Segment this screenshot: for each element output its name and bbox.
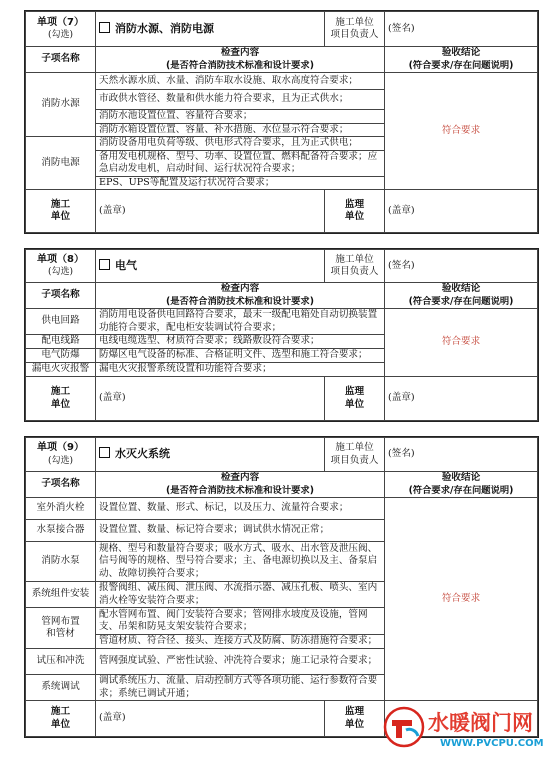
subitem-name: 电气防爆 (26, 349, 96, 363)
seal-construction[interactable]: (盖章) (96, 377, 325, 421)
col-result-title: 验收结论 (441, 472, 481, 483)
col-result-note: (符合要求/存在问题说明) (408, 484, 514, 496)
check-content: 消防水池设置位置、容量符合要求； (96, 110, 385, 124)
supervision-unit: 监理 单位 (325, 701, 385, 737)
check-content: 消防用电设备供电回路符合要求，最末一级配电箱处自动切换装置功能符合要求，配电柜安装调试符合要求； (96, 309, 385, 335)
watermark-brand: 水暖阀门网 (428, 711, 533, 735)
construction-unit: 施工 单位 (26, 701, 96, 737)
form-item-8 (24, 248, 539, 422)
col-content-title: 检查内容 (220, 472, 260, 483)
item-note: (勾选) (47, 455, 74, 466)
construction-unit: 施工 单位 (26, 377, 96, 421)
contractor-label: 施工单位 项目负责人 (325, 250, 385, 283)
system-name: 水灭火系统 (115, 447, 170, 461)
supervision-unit: 监理 单位 (325, 377, 385, 421)
check-content: 备用发电机规格、型号、功率、设置位置、燃料配备符合要求；应急启动发电机，启动时间、运行状况符合要求； (96, 150, 385, 176)
construction-unit: 施工 单位 (26, 190, 96, 233)
subitem-name: 漏电火灾报警 (26, 363, 96, 377)
col-result (385, 47, 538, 73)
sign-text: (签名) (388, 22, 415, 34)
seal-construction[interactable]: (盖章) (96, 190, 325, 233)
watermark (382, 700, 547, 755)
seal-supervision[interactable]: (盖章) (385, 190, 538, 233)
col-content (96, 283, 385, 309)
check-content: 设置位置、数量、形式、标记，以及压力、流量符合要求； (96, 498, 385, 520)
col-result-title: 验收结论 (441, 47, 481, 58)
supervision-unit: 监理 单位 (325, 190, 385, 233)
check-content: 规格、型号和数量符合要求；吸水方式、吸水、出水管及泄压阀、信号阀等的规格、型号符合要求；主、备电源切换以及主、备泵启动、故障切换符合要求； (96, 542, 385, 582)
watermark-url: WWW.PVCPU.COM (440, 738, 544, 749)
item-note: (勾选) (47, 267, 74, 277)
check-content: 设置位置、数量、标记符合要求；调试供水情况正常； (96, 520, 385, 542)
subitem-name: 系统调试 (26, 675, 96, 701)
check-content: 市政供水管径、数量和供水能力符合要求，且为正式供水； (96, 90, 385, 110)
item-label-cell (26, 438, 96, 472)
check-content: 电线电缆选型、材质符合要求；线路敷设符合要求； (96, 335, 385, 349)
col-content-title: 检查内容 (220, 283, 260, 294)
col-result (385, 472, 538, 498)
col-content-title: 检查内容 (220, 47, 260, 58)
item-label: 单项（8） (37, 253, 84, 265)
system-cell (96, 250, 325, 283)
subitem-name: 供电回路 (26, 309, 96, 335)
system-name: 电气 (115, 258, 137, 272)
col-subitem: 子项名称 (26, 283, 96, 309)
contractor-label: 施工单位 项目负责人 (325, 438, 385, 472)
check-content: 配水管网布置、阀门安装符合要求；管网排水坡度及设施，管网支、吊架和防晃支架安装符合要求； (96, 608, 385, 635)
check-content: 防爆区电气设备的标准、合格证明文件、选型和施工符合要求； (96, 349, 385, 363)
verdict[interactable]: 符合要求 (385, 309, 538, 377)
subitem-name: 水泵接合器 (26, 520, 96, 542)
sign-text: (签名) (388, 259, 415, 271)
sign-text: (签名) (388, 448, 415, 460)
seal-supervision[interactable]: (盖章) (385, 377, 538, 421)
item-label: 单项（7） (37, 16, 84, 28)
item-label: 单项（9） (37, 442, 84, 453)
check-content: 天然水源水质、水量、消防车取水设施、取水高度符合要求； (96, 73, 385, 90)
checkbox[interactable] (99, 447, 110, 458)
form-item-9 (24, 436, 539, 738)
seal-construction[interactable]: (盖章) (96, 701, 325, 737)
col-content (96, 472, 385, 498)
verdict[interactable]: 符合要求 (385, 73, 538, 190)
check-content: 调试系统压力、流量、启动控制方式等各项功能、运行参数符合要求；系统已调试开通； (96, 675, 385, 701)
item-label-cell (26, 250, 96, 283)
col-subitem: 子项名称 (26, 47, 96, 73)
sign-field[interactable] (385, 12, 538, 47)
watermark-logo-icon (382, 700, 547, 755)
verdict[interactable]: 符合要求 (385, 498, 538, 701)
check-content: 管道材质、符合径、接头、连接方式及防腐、防冻措施符合要求； (96, 635, 385, 649)
system-cell (96, 12, 325, 47)
subitem-name: 管网布置 和管材 (26, 608, 96, 649)
col-content-note: (是否符合消防技术标准和设计要求) (166, 295, 314, 307)
subitem-name: 室外消火栓 (26, 498, 96, 520)
check-content: 报警阀组、减压阀、泄压阀、水流指示器、减压孔板、喷头、室内消火栓等安装符合要求； (96, 582, 385, 608)
col-subitem: 子项名称 (26, 472, 96, 498)
col-result-note: (符合要求/存在问题说明) (408, 295, 514, 307)
system-name: 消防水源、消防电源 (115, 21, 214, 35)
subitem-name: 消防水泵 (26, 542, 96, 582)
subitem-name: 配电线路 (26, 335, 96, 349)
check-content: EPS、UPS等配置及运行状况符合要求； (96, 176, 385, 190)
check-content: 消防水箱设置位置、容量、补水措施、水位显示符合要求； (96, 123, 385, 137)
col-content-note: (是否符合消防技术标准和设计要求) (166, 59, 314, 71)
subitem-name: 消防水源 (26, 73, 96, 137)
check-content: 消防设备用电负荷等级、供电形式符合要求，且为正式供电； (96, 137, 385, 151)
col-result-title: 验收结论 (441, 283, 481, 294)
col-content (96, 47, 385, 73)
checkbox[interactable] (99, 22, 110, 33)
sign-field[interactable] (385, 438, 538, 472)
sign-field[interactable] (385, 250, 538, 283)
item-label-cell (26, 12, 96, 47)
subitem-name: 消防电源 (26, 137, 96, 190)
system-cell (96, 438, 325, 472)
col-result-note: (符合要求/存在问题说明) (408, 59, 514, 71)
subitem-name: 系统组件安装 (26, 582, 96, 608)
check-content: 漏电火灾报警系统设置和功能符合要求； (96, 363, 385, 377)
item-note: (勾选) (47, 30, 74, 40)
col-result (385, 283, 538, 309)
form-item-7 (24, 10, 539, 234)
contractor-label: 施工单位 项目负责人 (325, 12, 385, 47)
check-content: 管网强度试验、严密性试验、冲洗符合要求；施工记录符合要求； (96, 649, 385, 675)
col-content-note: (是否符合消防技术标准和设计要求) (166, 484, 314, 496)
subitem-name: 试压和冲洗 (26, 649, 96, 675)
checkbox[interactable] (99, 259, 110, 270)
